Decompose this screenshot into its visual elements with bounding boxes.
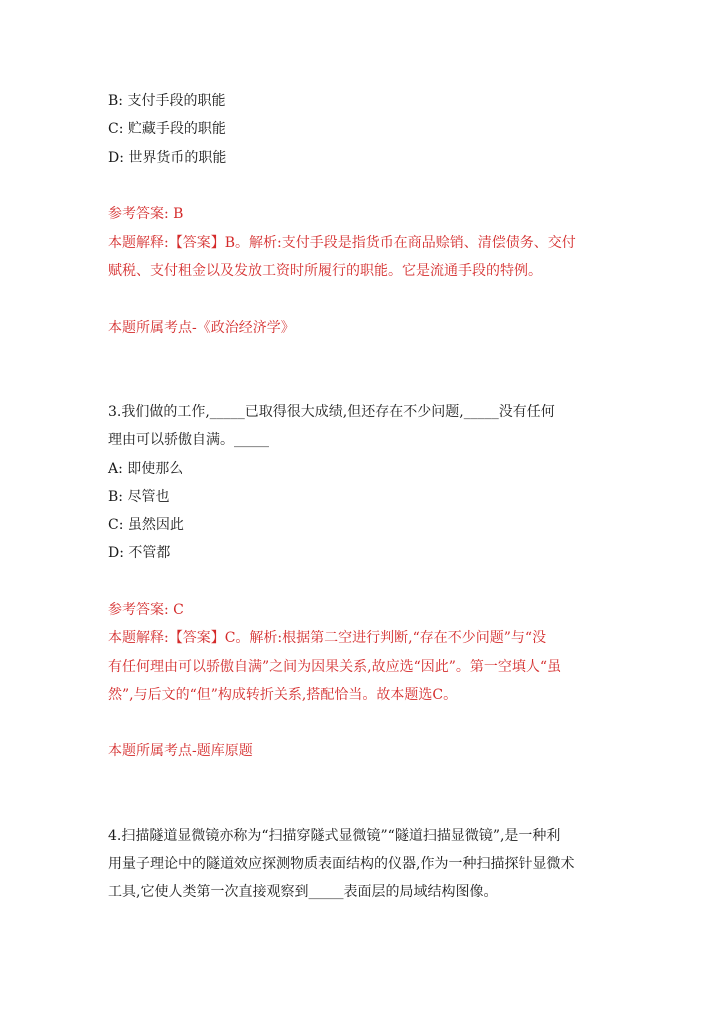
q2-option-d: D: 世界货币的职能: [108, 150, 227, 166]
q3-explanation-line-2: 有任何理由可以骄傲自满”之间为因果关系,故应选“因此”。第一空填人“虽: [108, 659, 562, 675]
q3-stem-line-1: 3.我们做的工作,_____已取得很大成绩,但还存在不少问题,_____没有任何: [108, 404, 555, 420]
q2-option-b: B: 支付手段的职能: [108, 93, 226, 109]
q3-option-a: A: 即使那么: [108, 461, 184, 477]
q4-stem-line-3: 工具,它使人类第一次直接观察到_____表面层的局域结构图像。: [108, 884, 498, 900]
q2-answer: 参考答案: B: [108, 206, 184, 222]
q2-explanation-line-1: 本题解释:【答案】B。解析:支付手段是指货币在商品赊销、清偿债务、交付: [108, 235, 576, 251]
q2-explanation-line-2: 赋税、支付租金以及发放工资时所履行的职能。它是流通手段的特例。: [108, 263, 542, 279]
q3-option-c: C: 虽然因此: [108, 517, 184, 533]
q3-explanation-line-1: 本题解释:【答案】C。解析:根据第二空进行判断,“存在不少问题”与“没: [108, 630, 547, 646]
q4-stem-line-1: 4.扫描隧道显微镜亦称为“扫描穿隧式显微镜”“隧道扫描显微镜”,是一种利: [108, 828, 561, 844]
q3-stem-line-2: 理由可以骄傲自满。_____: [108, 432, 269, 448]
q3-explanation-line-3: 然”,与后文的“但”构成转折关系,搭配恰当。故本题选C。: [108, 687, 458, 703]
q3-topic: 本题所属考点-题库原题: [108, 743, 253, 759]
q4-stem-line-2: 用量子理论中的隧道效应探测物质表面结构的仪器,作为一种扫描探针显微术: [108, 856, 575, 872]
q3-answer: 参考答案: C: [108, 602, 184, 618]
q3-option-b: B: 尽管也: [108, 489, 170, 505]
q2-topic: 本题所属考点-《政治经济学》: [108, 320, 295, 336]
q2-option-c: C: 贮藏手段的职能: [108, 121, 226, 137]
q3-option-d: D: 不管都: [108, 545, 171, 561]
